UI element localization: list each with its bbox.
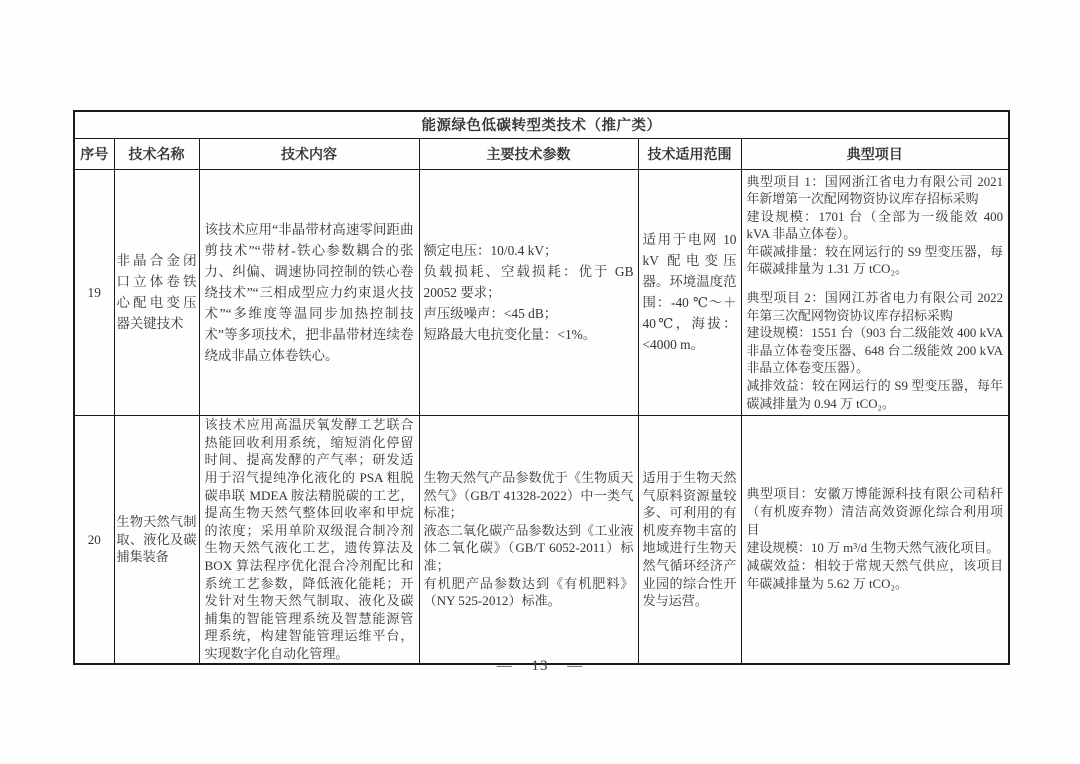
project-line: 建设规模：1551 台（903 台二级能效 400 kVA 非晶立体卷变压器、648 台二级能效 200 kVA 非晶立体卷变压器）。	[746, 326, 1004, 376]
project-line: 建设规模：10 万 m³/d 生物天然气液化项目。	[746, 541, 1000, 556]
scope-cell: 适用于生物天然气原料资源量较多、可利用的有机废弃物丰富的地域进行生物天然气循环经济产业园的综合性开发与运营。	[638, 416, 741, 664]
table-title: 能源绿色低碳转型类技术（推广类）	[74, 111, 1009, 138]
tech-params-cell	[419, 169, 638, 416]
param-line: 生物天然气产品参数优于《生物质天然气》（GB/T 41328-2022）中一类气标准；	[423, 470, 634, 521]
project-line: 减碳效益：相较于常规天然气供应，该项目年碳减排量为 5.62 万 tCO₂。	[746, 559, 1004, 592]
project-line: 典型项目 2：国网江苏省电力有限公司 2022 年第三次配网物资协议库存招标采购	[746, 291, 1004, 323]
param-line: 短路最大电抗变化量：<1%。	[423, 326, 597, 342]
param-line: 额定电压：10/0.4 kV；	[423, 242, 558, 258]
param-line: 有机肥产品参数达到《有机肥料》（NY 525-2012）标准。	[423, 575, 634, 609]
project-line: 减排效益：较在网运行的 S9 型变压器，每年碳减排量为 0.94 万 tCO₂。	[746, 379, 1004, 411]
project-line: 典型项目：安徽万博能源科技有限公司秸秆（有机废弃物）清洁高效资源化综合利用项目	[746, 487, 1004, 538]
project-line: 年碳减排量：较在网运行的 S9 型变压器，每年碳减排量为 1.31 万 tCO₂。	[746, 244, 1004, 277]
param-line: 液态二氧化碳产品参数达到《工业液体二氧化碳》（GB/T 6052-2011）标准；	[423, 522, 634, 573]
param-line: 声压级噪声：<45 dB；	[423, 305, 558, 321]
tech-name-cell: 生物天然气制取、液化及碳捕集装备	[114, 416, 199, 664]
table-header-row	[74, 138, 1009, 169]
tech-content-cell: 该技术应用高温厌氧发酵工艺联合热能回收利用系统，缩短消化停留时间、提高发酵的产气率；研发适用于沼气提纯净化液化的 PSA 粗脱碳串联 MDEA 胺法精脱碳的工艺，提高生物天然气整体回收率和甲烷的浓度；采用单阶双级混合制冷剂生物天然气液化工艺，遗传算法及 BOX 算法程序优化混合冷剂配比和系统工艺参数，降低液化能耗；开发针对生物天然气制取、液化及碳捕集的智能管理系统及智慧能源管理系统，构建智能管理运维平台，实现数字化自动化管理。	[199, 416, 419, 664]
tech-params-cell	[419, 416, 638, 664]
tech-content-cell: 该技术应用“非晶带材高速零间距曲剪技术”“带材-铁心参数耦合的张力、纠偏、调速协同控制的铁心卷绕技术”“三相成型应力约束退火技术”“多维度等温同步加热控制技术”等多项技术，把非晶带材连续卷绕成非晶立体卷铁心。	[199, 169, 419, 416]
technology-table	[73, 110, 1010, 665]
table-row-20	[74, 416, 1009, 664]
column-header-tech-params: 主要技术参数	[419, 138, 638, 169]
serial-cell: 20	[74, 416, 114, 664]
table-title-row	[74, 111, 1009, 138]
param-line: 负载损耗、空载损耗：优于 GB 20052 要求；	[423, 263, 634, 300]
column-header-tech-name: 技术名称	[114, 138, 199, 169]
page-number: — 13 —	[496, 658, 584, 674]
column-header-scope: 技术适用范围	[638, 138, 741, 169]
project-line: 典型项目 1：国网浙江省电力有限公司 2021 年新增第一次配网物资协议库存招标采购	[746, 174, 1004, 207]
scope-cell: 适用于电网 10 kV 配电变压器。环境温度范围：-40 ℃～＋40℃，海拔：<4000 m。	[638, 169, 741, 416]
project-line: 建设规模：1701 台（全部为一级能效 400 kVA 非晶立体卷）。	[746, 209, 1004, 242]
column-header-tech-content: 技术内容	[199, 138, 419, 169]
projects-cell	[741, 416, 1009, 664]
projects-cell	[741, 169, 1009, 416]
table-row-19	[74, 169, 1009, 416]
serial-cell: 19	[74, 169, 114, 416]
column-header-serial: 序号	[74, 138, 114, 169]
column-header-typical-projects: 典型项目	[741, 138, 1009, 169]
tech-name-cell: 非晶合金闭口立体卷铁心配电变压器关键技术	[114, 169, 199, 416]
